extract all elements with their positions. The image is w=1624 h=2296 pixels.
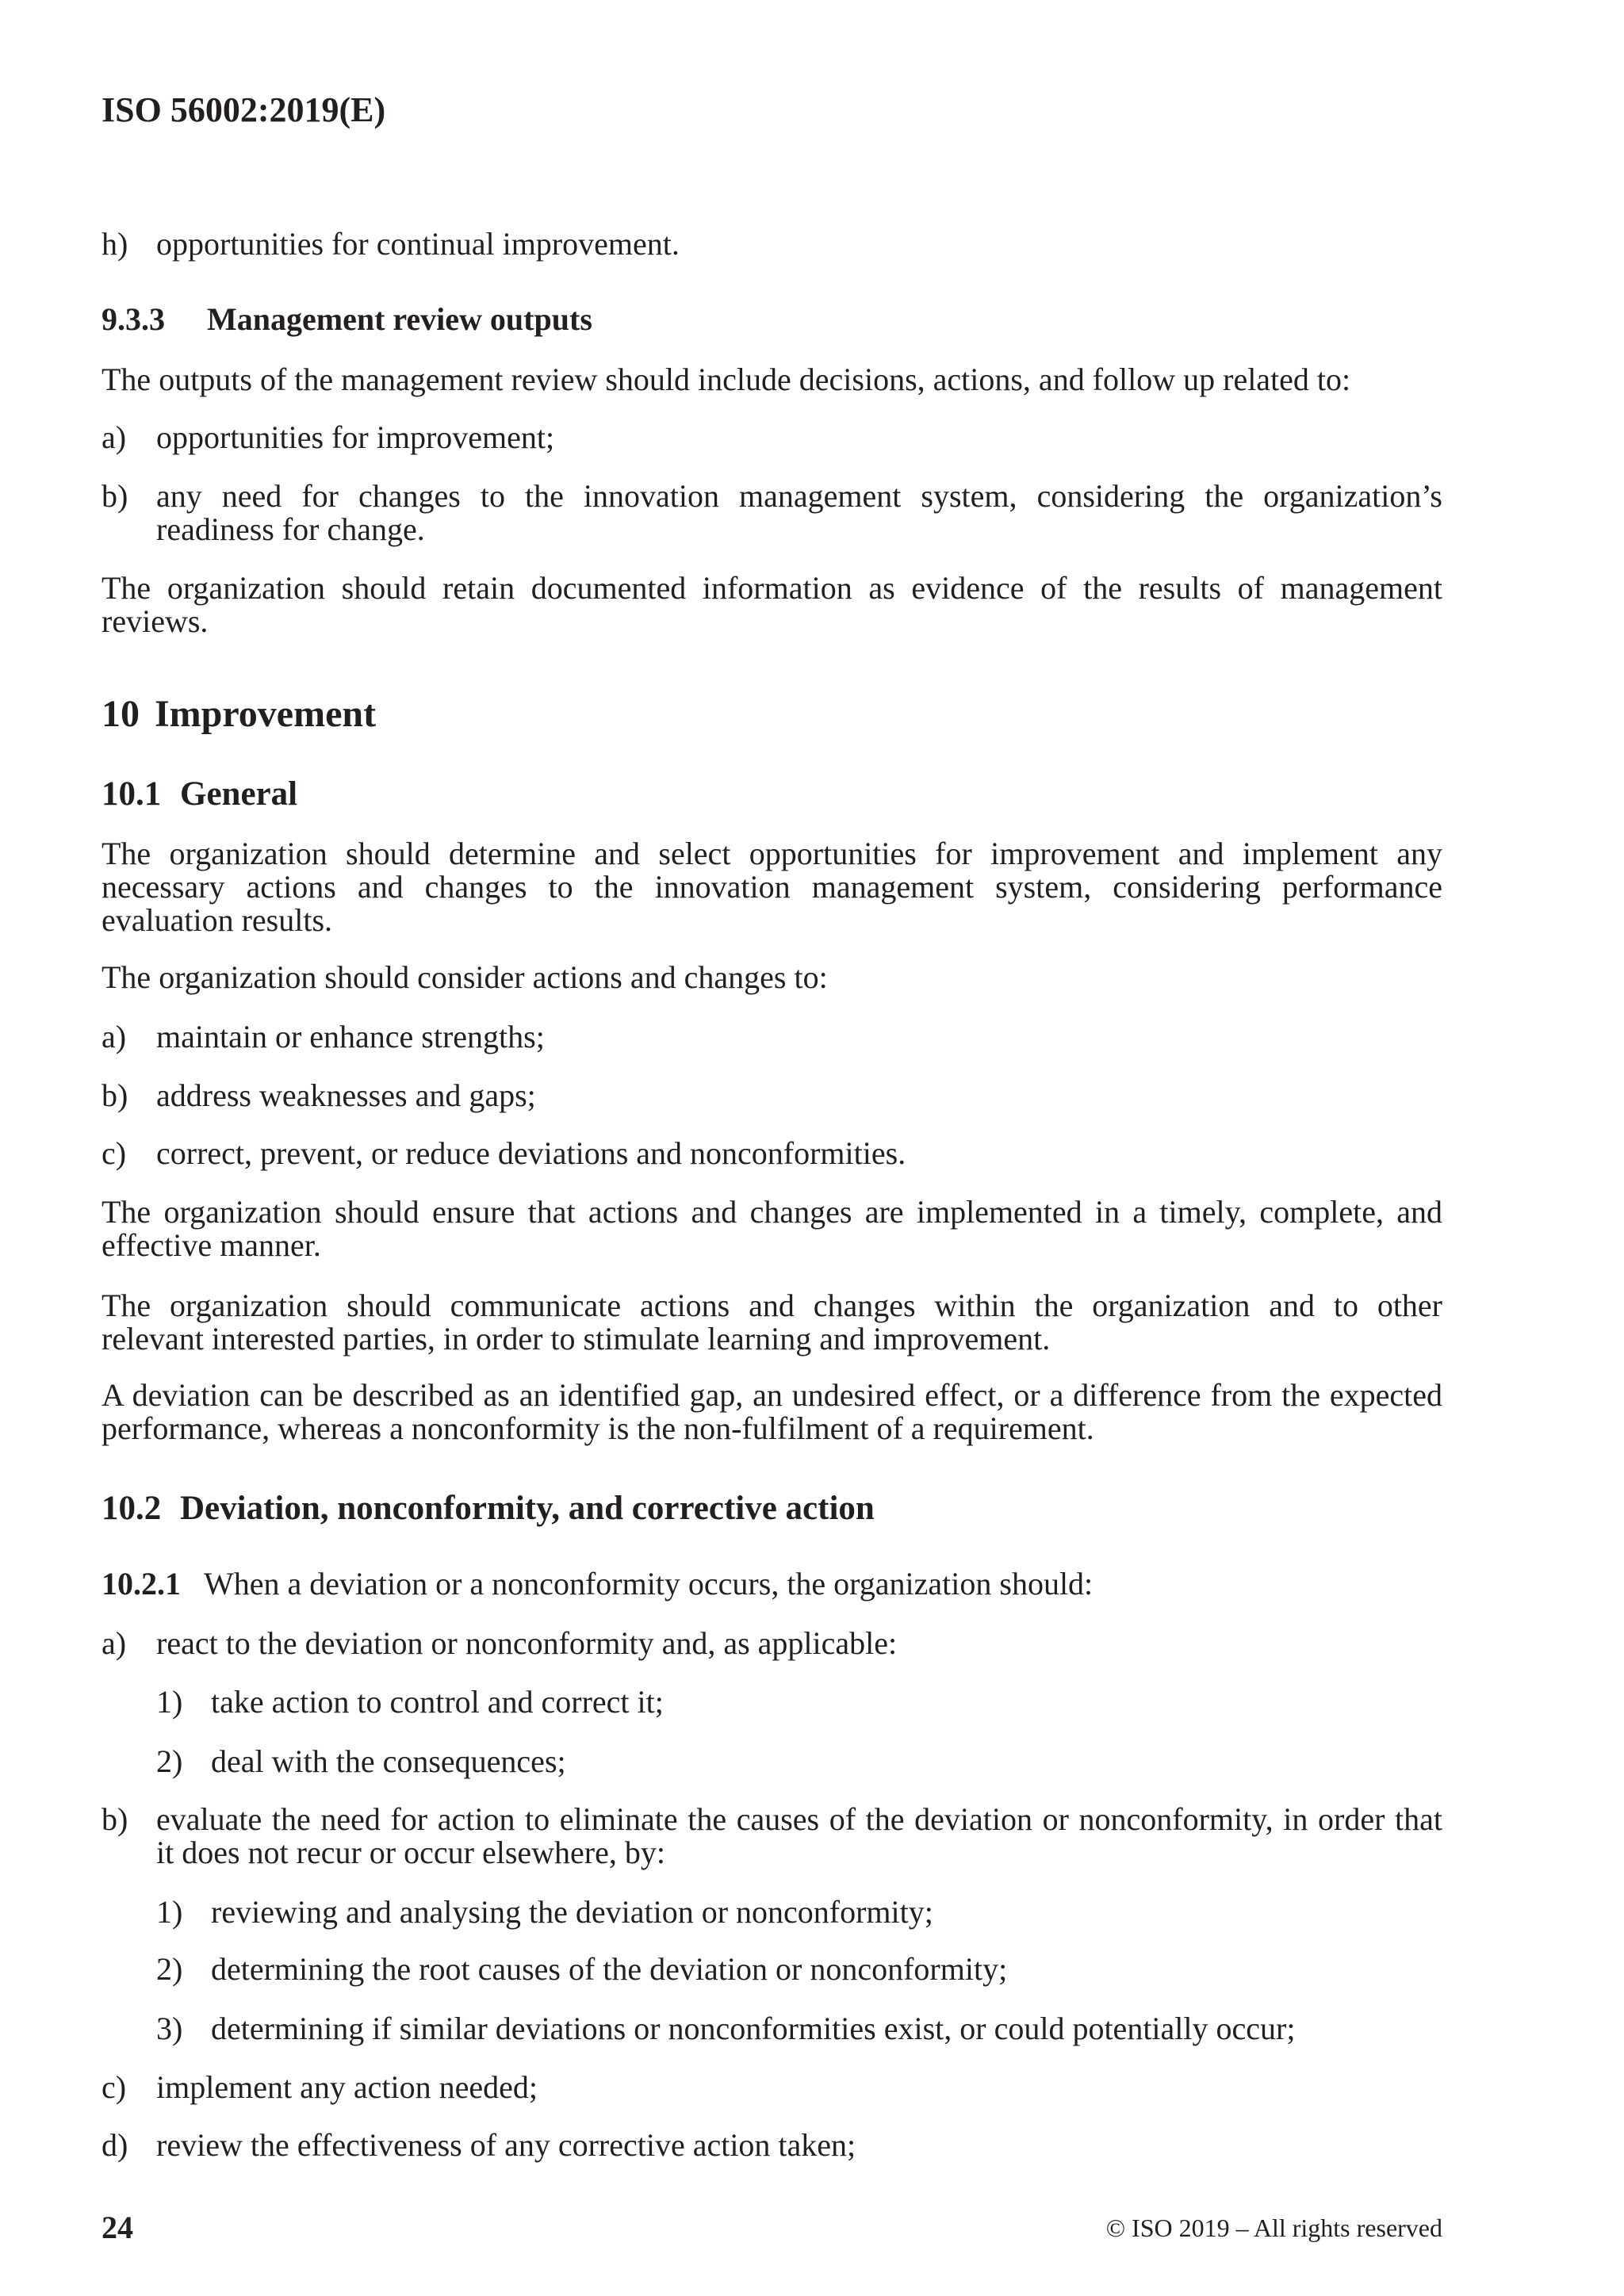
paragraph-text — [102, 1196, 1442, 1262]
list-item-text — [156, 1020, 1442, 1054]
text-line: implement any action needed; — [156, 2069, 538, 2105]
text-line: any need for changes to the innovation management system, considering the organization’s — [156, 478, 1442, 514]
list-item-text — [156, 480, 1442, 546]
text-line: determining if similar deviations or nonconformities exist, or could potentially occur; — [211, 2011, 1296, 2046]
list-item-label: c) — [102, 2069, 127, 2105]
text-line: it does not recur or occur elsewhere, by: — [156, 1835, 665, 1870]
text-line: performance, whereas a nonconformity is the non-fulfilment of a requirement. — [102, 1410, 1094, 1446]
list-item-label: h) — [102, 226, 128, 262]
text-line: opportunities for continual improvement. — [156, 226, 680, 262]
list-item-label: c) — [102, 1135, 127, 1171]
sub-list-item-label: 2) — [156, 1951, 183, 1987]
sub-list-item-label: 1) — [156, 1684, 183, 1720]
paragraph-text — [102, 961, 1442, 994]
text-line: address weaknesses and gaps; — [156, 1077, 536, 1113]
paragraph-text — [102, 1289, 1442, 1356]
paragraph-text — [102, 572, 1442, 638]
sub-list-item-text — [211, 1686, 1442, 1719]
section-number: 10 — [102, 693, 140, 735]
text-line: The organization should determine and select opportunities for improvement and implement any — [102, 836, 1442, 871]
text-line: maintain or enhance strengths; — [156, 1019, 545, 1054]
clause-title: Management review outputs — [207, 301, 592, 337]
sub-list-item-label: 2) — [156, 1743, 183, 1779]
list-item-label: b) — [102, 1801, 128, 1837]
sub-list-item-text — [211, 1896, 1442, 1929]
text-line: take action to control and correct it; — [211, 1684, 664, 1720]
section-title: Improvement — [155, 693, 377, 735]
list-item-text — [156, 1137, 1442, 1170]
text-line: opportunities for improvement; — [156, 419, 555, 455]
text-line: The organization should consider actions and changes to: — [102, 959, 828, 995]
text-line: react to the deviation or nonconformity and, as applicable: — [156, 1625, 898, 1661]
text-line: relevant interested parties, in order to stimulate learning and improvement. — [102, 1321, 1051, 1357]
text-line: A deviation can be described as an identified gap, an undesired effect, or a difference from the expected — [102, 1377, 1442, 1413]
list-item-label: d) — [102, 2127, 128, 2163]
list-item-text — [156, 1803, 1442, 1869]
text-line: effective manner. — [102, 1227, 321, 1263]
text-line: necessary actions and changes to the innovation management system, considering performance — [102, 869, 1442, 905]
text-line: The outputs of the management review should include decisions, actions, and follow up related to: — [102, 362, 1351, 397]
text-line: evaluate the need for action to eliminate the causes of the deviation or nonconformity, in order that — [156, 1801, 1442, 1837]
sub-list-item-text — [211, 1745, 1442, 1778]
subclause-number: 10.2.1 — [102, 1566, 181, 1601]
list-item-label: a) — [102, 1019, 127, 1054]
text-line: correct, prevent, or reduce deviations and nonconformities. — [156, 1135, 906, 1171]
sub-list-item-label: 3) — [156, 2011, 183, 2046]
text-line: evaluation results. — [102, 902, 333, 938]
clause-title: Deviation, nonconformity, and corrective action — [180, 1490, 875, 1527]
text-line: The organization should retain documented information as evidence of the results of management — [102, 570, 1442, 606]
paragraph-text — [102, 363, 1442, 396]
page-number: 24 — [102, 2210, 133, 2245]
sub-list-item-text — [211, 2012, 1442, 2045]
sub-list-item-label: 1) — [156, 1894, 183, 1930]
list-item-label: a) — [102, 419, 127, 455]
clause-number: 10.1 — [102, 775, 162, 813]
list-item-text — [156, 2129, 1442, 2162]
copyright-notice: © ISO 2019 – All rights reserved — [1105, 2214, 1442, 2242]
document-id-header: ISO 56002:2019(E) — [102, 90, 386, 129]
list-item-text — [156, 421, 1442, 454]
text-line: deal with the consequences; — [211, 1743, 566, 1779]
text-line: reviews. — [102, 603, 209, 639]
text-line: determining the root causes of the deviation or nonconformity; — [211, 1951, 1008, 1987]
list-item-text — [156, 228, 1442, 261]
subclause-text: When a deviation or a nonconformity occurs, the organization should: — [204, 1566, 1094, 1601]
sub-list-item-text — [211, 1953, 1442, 1986]
text-line: readiness for change. — [156, 511, 425, 547]
list-item-text — [156, 1627, 1442, 1660]
text-line: review the effectiveness of any corrective action taken; — [156, 2127, 856, 2163]
clause-title: General — [180, 775, 298, 813]
list-item-label: b) — [102, 478, 128, 514]
paragraph-text — [102, 1379, 1442, 1445]
text-line: The organization should communicate actions and changes within the organization and to other — [102, 1288, 1442, 1323]
paragraph-text — [102, 837, 1442, 937]
list-item-text — [156, 1079, 1442, 1112]
text-line: The organization should ensure that actions and changes are implemented in a timely, complete, and — [102, 1194, 1442, 1230]
clause-number: 10.2 — [102, 1490, 162, 1527]
list-item-label: a) — [102, 1625, 127, 1661]
text-line: reviewing and analysing the deviation or nonconformity; — [211, 1894, 933, 1930]
list-item-label: b) — [102, 1077, 128, 1113]
clause-number: 9.3.3 — [102, 301, 165, 337]
list-item-text — [156, 2071, 1442, 2104]
